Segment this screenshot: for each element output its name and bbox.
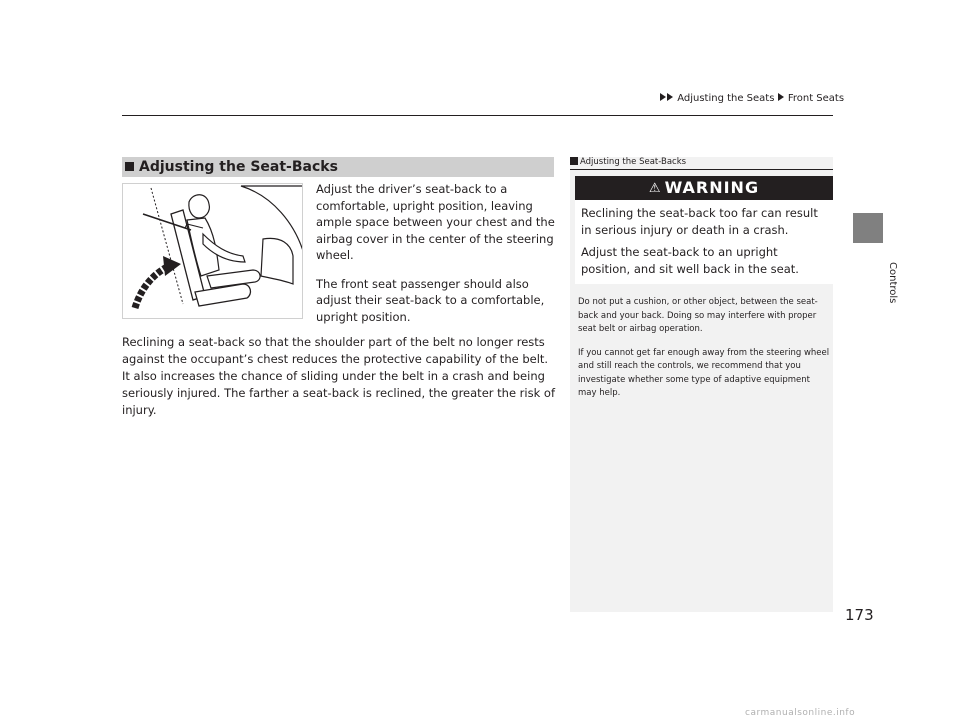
header-rule [122, 115, 833, 116]
breadcrumb-item-front-seats[interactable]: Front Seats [787, 93, 845, 104]
breadcrumb [660, 93, 845, 107]
breadcrumb-arrow-icon [667, 93, 673, 101]
section-title [122, 157, 554, 177]
body-paragraph: Reclining a seat-back so that the shoulder part of the belt no longer rests against the occupant’s chest reduces the protective capability of the belt. It also increases the chance of sliding under the belt in a crash and being seriously injured. The farther a seat-back is reclined, the greater the risk of injury. [122, 335, 555, 417]
seat-back-illustration [122, 183, 303, 319]
seat-recline-diagram [123, 184, 303, 319]
warning-text-advice: Adjust the seat-back to an upright position, and sit well back in the seat. [581, 245, 799, 276]
warning-label: WARNING [664, 178, 760, 197]
notes-rule [570, 169, 833, 170]
warning-text-risk: Reclining the seat-back too far can result in serious injury or death in a crash. [581, 206, 818, 237]
section-title-text: Adjusting the Seat-Backs [139, 159, 338, 175]
section-bullet-icon [125, 162, 134, 171]
page-number: 173 [845, 606, 874, 624]
intro-paragraph-passenger: The front seat passenger should also adjust their seat-back to a comfortable, upright position. [316, 276, 545, 324]
breadcrumb-arrow-icon [778, 93, 784, 101]
chapter-label[interactable]: Controls [887, 262, 898, 304]
notes-text [578, 296, 830, 411]
intro-paragraph-driver: Adjust the driver’s seat-back to a comfortable, upright position, leaving ample space between your chest and the airbag cover in the center of the steering wheel. [316, 182, 555, 262]
warning-body [575, 200, 833, 277]
body-text [122, 334, 558, 419]
note-marker-icon [570, 157, 578, 165]
warning-triangle-icon: ⚠ [648, 181, 662, 196]
chapter-tab[interactable] [853, 213, 883, 243]
notes-title [570, 157, 833, 167]
notes-title-text: Adjusting the Seat-Backs [580, 157, 687, 167]
watermark[interactable]: carmanualsonline.info [745, 708, 856, 718]
warning-box [575, 176, 833, 284]
breadcrumb-item-seats[interactable]: Adjusting the Seats [677, 93, 775, 104]
warning-header [575, 176, 833, 200]
note-paragraph-cushion: Do not put a cushion, or other object, between the seat-back and your back. Doing so may interfere with proper seat belt or airbag operation. [578, 297, 818, 334]
note-paragraph-adaptive: If you cannot get far enough away from the steering wheel and still reach the controls, we recommend that you investigate whether some type of adaptive equipment may help. [578, 347, 830, 398]
breadcrumb-arrow-icon [660, 93, 666, 101]
intro-text [316, 181, 556, 337]
